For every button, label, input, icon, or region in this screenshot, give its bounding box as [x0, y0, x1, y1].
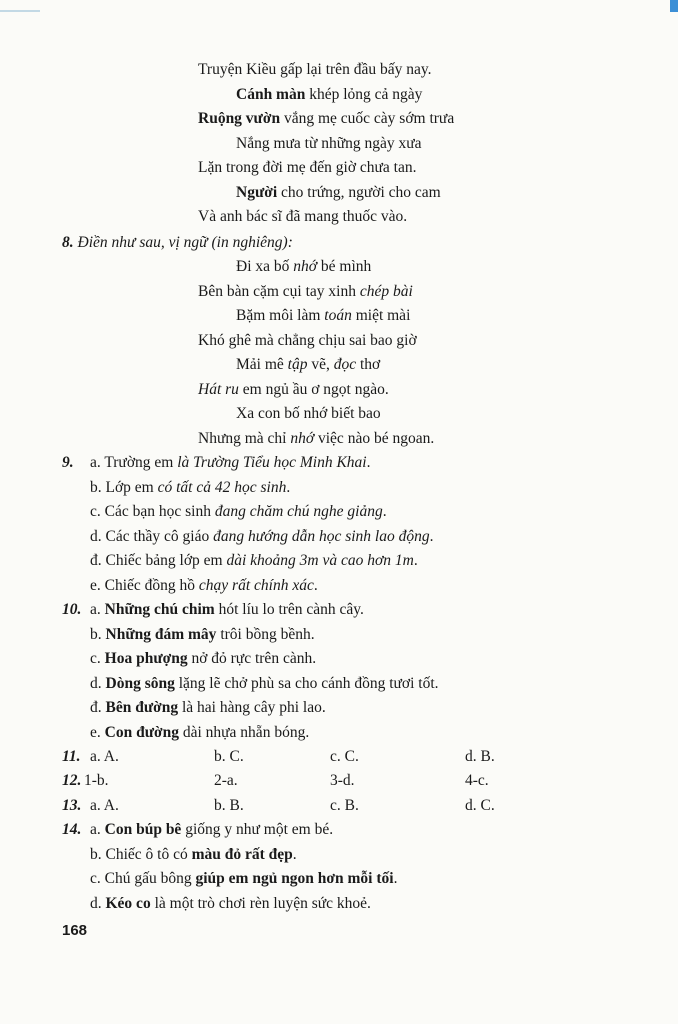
answer-line — [90, 453, 371, 473]
poem-line — [198, 429, 434, 449]
text-run: Hát ru — [198, 380, 239, 398]
text-run: Những đám mây — [105, 625, 217, 643]
text-run: c. Chú gấu bông — [90, 870, 196, 887]
answer-cell: 3-d. — [330, 772, 355, 789]
text-run: đang chăm chú nghe giảng — [214, 503, 383, 520]
scan-edge-mark — [0, 10, 40, 12]
answer-line — [90, 478, 290, 498]
text-run: Bên đường — [105, 699, 179, 716]
text-run: b. Chiếc ô tô có — [90, 845, 192, 863]
text-run: cho trứng, người cho cam — [277, 183, 441, 201]
answer-line — [90, 845, 297, 865]
text-run: là một trò chơi rèn luyện sức khoẻ. — [150, 894, 371, 912]
answer-line — [90, 600, 364, 620]
answer-cell: d. B. — [465, 748, 495, 765]
answer-cell: a. A. — [90, 797, 119, 814]
answer-line — [90, 625, 315, 645]
text-run: Dòng sông — [105, 674, 175, 692]
text-run: vẽ, — [307, 356, 334, 373]
poem-line — [198, 109, 454, 129]
text-run: d. — [90, 674, 106, 692]
answer-line — [90, 576, 318, 596]
text-run: toán — [324, 307, 352, 324]
scan-corner-mark — [670, 0, 678, 12]
text-run: đ. Chiếc bảng lớp em — [90, 552, 227, 569]
question-number: 10. — [62, 601, 82, 618]
text-run: d. Các thầy cô giáo — [90, 527, 214, 545]
poem-line — [236, 257, 371, 277]
text-run: Nắng mưa từ những ngày xưa — [236, 134, 422, 152]
text-run: dài khoảng 3m và cao hơn 1m — [226, 552, 414, 569]
text-run: chạy rất chính xác — [198, 576, 314, 594]
text-run: b. — [90, 625, 106, 643]
text-run: Mải mê — [236, 356, 288, 373]
text-run: nở đỏ rực trên cành. — [187, 650, 317, 667]
question-heading-text: Điền như sau, vị ngữ (in nghiêng): — [73, 234, 293, 251]
answer-cell: d. C. — [465, 797, 495, 814]
poem-line — [198, 158, 416, 178]
text-run: bé mình — [317, 258, 372, 275]
poem-line — [236, 306, 410, 326]
page-number: 168 — [62, 922, 88, 939]
answer-line — [90, 820, 333, 840]
answer-line — [90, 551, 418, 571]
text-run: đ. — [90, 699, 106, 716]
answer-cell: c. C. — [330, 748, 359, 765]
text-run: Khó ghê mà chẳng chịu sai bao giờ — [198, 331, 417, 349]
text-run: Truyện Kiều gấp lại trên đầu bấy nay. — [198, 61, 432, 78]
answer-cell: 2-a. — [214, 772, 238, 789]
text-run: là hai hàng cây phi lao. — [178, 699, 326, 716]
text-run: . — [286, 478, 291, 496]
text-run: giúp em ngủ ngon hơn mỗi tối — [195, 870, 394, 887]
poem-line — [198, 60, 431, 80]
question-number: 14. — [62, 821, 82, 838]
text-run: việc nào bé ngoan. — [314, 429, 435, 447]
text-run: có tất cả 42 học sinh — [157, 478, 287, 496]
poem-line — [236, 404, 381, 424]
text-run: dài nhựa nhẵn bóng. — [178, 723, 310, 741]
text-run: e. — [90, 723, 105, 741]
text-run: a. Trường em — [90, 454, 178, 471]
answer-line — [90, 894, 371, 914]
text-run: nhớ — [290, 429, 315, 447]
text-run: tập — [287, 356, 308, 373]
text-run: c. — [90, 650, 105, 667]
text-run: thơ — [356, 356, 381, 373]
text-run: Kéo co — [105, 894, 151, 912]
text-run: miệt mài — [351, 307, 411, 324]
answer-line — [90, 869, 397, 889]
text-run: Con búp bê — [104, 821, 182, 838]
text-run: Cánh màn — [236, 85, 306, 103]
text-run: . — [429, 527, 434, 545]
text-run: chép bài — [359, 282, 413, 300]
text-run: nhớ — [293, 258, 318, 275]
text-run: Lặn trong đời mẹ đến giờ chưa tan. — [198, 159, 417, 176]
text-run: khép lỏng cả ngày — [305, 85, 423, 103]
text-run: em ngủ ầu ơ ngọt ngào. — [238, 380, 389, 398]
poem-line — [198, 331, 417, 351]
poem-line — [198, 380, 389, 400]
text-run: Những chú chim — [104, 601, 215, 618]
text-run: Bặm môi làm — [236, 307, 325, 324]
text-run: hót líu lo trên cành cây. — [214, 601, 364, 618]
text-run: a. — [90, 601, 105, 618]
text-run: . — [393, 870, 398, 887]
text-run: là Trường Tiểu học Minh Khai — [177, 454, 367, 471]
text-run: a. — [90, 821, 105, 838]
answer-cell: a. A. — [90, 748, 119, 765]
text-run: lặng lẽ chở phù sa cho cánh đồng tươi tốt. — [174, 674, 439, 692]
text-run: . — [382, 503, 387, 520]
answer-cell: 1-b. — [84, 772, 109, 789]
answer-cell: 4-c. — [465, 772, 489, 789]
text-run: . — [413, 552, 418, 569]
poem-line — [236, 355, 380, 375]
text-run: Hoa phượng — [104, 650, 188, 667]
question-number: 9. — [62, 454, 74, 471]
question-number: 11. — [62, 748, 81, 765]
poem-line — [198, 207, 407, 227]
poem-line — [236, 85, 422, 105]
answer-line — [90, 502, 387, 522]
text-run: màu đỏ rất đẹp — [191, 845, 293, 863]
answer-cell: b. C. — [214, 748, 244, 765]
text-run: Và anh bác sĩ đã mang thuốc vào. — [198, 208, 408, 225]
answer-line — [90, 674, 439, 694]
text-run: Nhưng mà chỉ — [198, 429, 291, 447]
text-run: . — [313, 576, 318, 594]
answer-line — [90, 649, 316, 669]
answer-line — [90, 723, 309, 743]
text-run: Người — [236, 183, 278, 201]
text-run: giống y như một em bé. — [181, 821, 334, 838]
question-8-heading — [62, 233, 293, 253]
text-run: Bên bàn cặm cụi tay xinh — [198, 282, 360, 300]
answer-cell: c. B. — [330, 797, 359, 814]
text-run: b. Lớp em — [90, 478, 158, 496]
poem-line — [198, 282, 413, 302]
text-run: vắng mẹ cuốc cày sớm trưa — [280, 110, 455, 127]
question-number: 13. — [62, 797, 82, 814]
text-run: trôi bồng bềnh. — [216, 625, 315, 643]
text-run: . — [366, 454, 371, 471]
question-number: 12. — [62, 772, 82, 789]
text-run: Con đường — [104, 723, 179, 741]
poem-line — [236, 134, 422, 154]
answer-line — [90, 527, 434, 547]
text-run: đọc — [333, 356, 357, 373]
text-run: đang hướng dẫn học sinh lao động — [213, 527, 430, 545]
text-run: Xa con bố nhớ biết bao — [236, 405, 381, 422]
text-run: e. Chiếc đồng hồ — [90, 576, 199, 594]
answer-cell: b. B. — [214, 797, 244, 814]
text-run: . — [292, 845, 297, 863]
poem-line — [236, 183, 441, 203]
answer-line — [90, 698, 326, 718]
text-run: d. — [90, 894, 106, 912]
text-run: Ruộng vườn — [198, 110, 281, 127]
text-run: Đi xa bố — [236, 258, 294, 275]
text-run: c. Các bạn học sinh — [90, 503, 215, 520]
question-number: 8. — [62, 234, 74, 251]
